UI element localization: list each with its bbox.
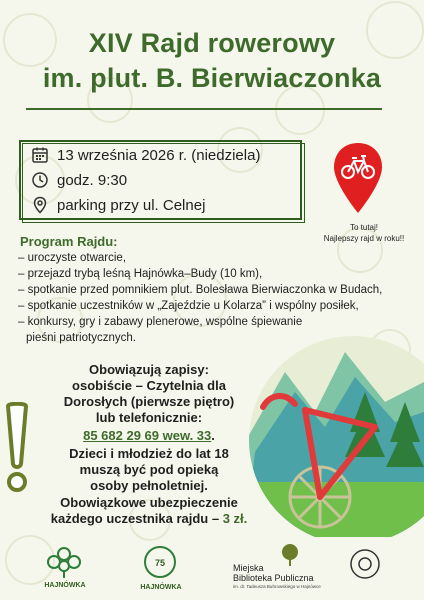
event-date: 13 września 2026 r. (niedziela) <box>57 146 261 164</box>
time-row <box>31 171 127 189</box>
program-item: – spotkanie uczestników w „Zajeździe u Kolarza” i wspólny posiłek, <box>18 300 359 312</box>
round-emblem-logo <box>351 550 379 578</box>
logo-hajnowka75-text: HAJNÓWKA <box>140 584 182 591</box>
event-time: godz. 9:30 <box>57 171 128 189</box>
enroll-fee-row <box>24 511 274 526</box>
clock-icon <box>31 171 49 189</box>
program-item: – konkursy, gry i zabawy plenerowe, wspólne śpiewanie <box>18 316 303 328</box>
map-pin-bicycle-icon <box>333 142 383 214</box>
calendar-icon <box>31 146 49 164</box>
enroll-line: muszą być pod opieką <box>79 462 219 477</box>
library-name-2: Biblioteka Publiczna <box>233 573 314 583</box>
pin-caption-2: Najlepszy rajd w roku!! <box>323 234 405 243</box>
enroll-line: Dorosłych (pierwsze piętro) <box>63 394 235 409</box>
date-row <box>31 146 260 164</box>
enroll-line: Dzieci i młodzież do lat 18 <box>69 446 229 461</box>
event-title-line1: XIV Rajd rowerowy <box>88 28 336 58</box>
program-item: – spotkanie przed pomnikiem plut. Bolesława Bierwiaczonka w Budach, <box>18 284 383 296</box>
enroll-line: osoby pełnoletniej. <box>90 478 208 493</box>
logo-75-number: 75 <box>154 558 165 568</box>
enroll-phone-row <box>24 428 274 443</box>
program-item: pieśni patriotycznych. <box>26 332 136 344</box>
title-divider <box>26 108 382 110</box>
program-item: – przejazd trybą leśną Hajnówka–Budy (10 km), <box>18 268 263 280</box>
pin-caption-1: To tutaj! <box>349 223 378 232</box>
enroll-line: lub telefonicznie: <box>95 410 203 425</box>
enroll-line: osobiście – Czytelnia dla <box>72 378 226 393</box>
sponsor-logos <box>0 540 424 600</box>
hajnowka-logo <box>48 548 80 578</box>
event-title-line2: im. plut. B. Bierwiaczonka <box>42 63 382 93</box>
logo-hajnowka-text: HAJNÓWKA <box>44 582 86 589</box>
library-name-1: Miejska <box>233 563 264 573</box>
location-icon <box>31 196 49 214</box>
fee-text: każdego uczestnika rajdu – <box>50 511 223 526</box>
library-name <box>233 563 314 583</box>
program-item: – uroczyste otwarcie, <box>18 252 127 264</box>
program-heading: Program Rajdu: <box>20 234 118 249</box>
enroll-line: Obowiązkowe ubezpieczenie <box>60 495 238 510</box>
place-row <box>31 196 205 214</box>
enroll-line: Obowiązują zapisy: <box>89 362 209 377</box>
library-subtitle: im. dr. Tadeusza Buhrowskiego w Hajnówce <box>233 584 321 589</box>
phone-link[interactable]: 85 682 29 69 wew. 33 <box>83 428 212 443</box>
event-place: parking przy ul. Celnej <box>57 196 206 214</box>
phone-tail: . <box>211 428 215 443</box>
fee-amount: 3 zł. <box>222 511 248 526</box>
